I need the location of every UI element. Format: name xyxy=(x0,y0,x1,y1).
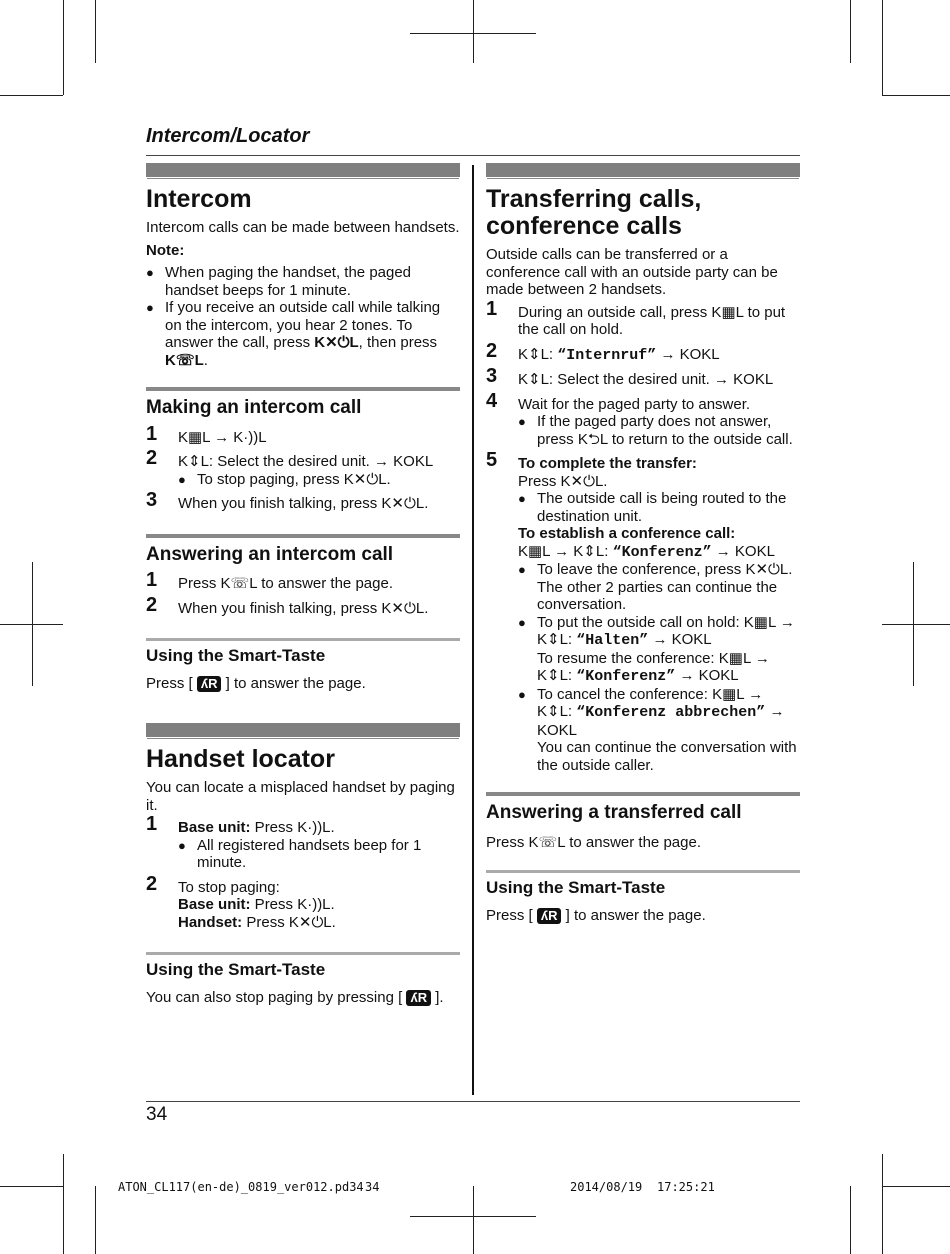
answering-transferred-text: Press K☏L to answer the page. xyxy=(486,833,701,851)
intercom-title: Intercom xyxy=(146,185,252,213)
step: 2 K⇕L: Select the desired unit. → KOKL xyxy=(146,447,434,470)
crop-mark xyxy=(882,95,950,96)
crop-mark xyxy=(882,0,883,95)
page-rule xyxy=(146,1101,800,1102)
step-bullet: ● The outside call is being routed to the destination unit. xyxy=(518,490,800,525)
step: 2 When you finish talking, press K✕⏻L. xyxy=(146,593,429,617)
step: 1 Press K☏L to answer the page. xyxy=(146,569,393,592)
note-item: ● When paging the handset, the paged handset beeps for 1 minute. xyxy=(146,264,460,299)
footer-date: 2014/08/19 xyxy=(570,1180,643,1194)
crop-mark xyxy=(850,1186,851,1254)
transfer-title: Transferring calls, conference calls xyxy=(486,185,702,240)
step-bullet: ● All registered handsets beep for 1 minute. xyxy=(178,837,460,872)
step: 1 K▦L → K·))L xyxy=(146,422,267,446)
crop-mark xyxy=(95,0,96,63)
smart-taste-key-icon: ʎR xyxy=(537,908,562,924)
subsection-rule xyxy=(146,534,460,538)
conference-block: To establish a conference call: K▦L → K⇕L: “Konferenz” → KOKL ● To leave the conference, press K✕⏻L. The other 2 parties can continue the conversation. ● To put the outside call on hold: K▦L → K⇕L: “Halten” → KOKL To resume the conference: K▦L → K⇕L: “Konferenz” → KOKL ● To cancel the conference: K▦L → K⇕L: “Konferenz abbrechen” → KOKL You can continue the conversation with the outside caller. xyxy=(518,525,800,774)
smart-taste-title: Using the Smart-Taste xyxy=(146,960,326,979)
step: 2 K⇕L: “Internruf” → KOKL xyxy=(486,339,720,364)
step: 1 Base unit: Press K·))L. xyxy=(146,813,335,836)
subsection-rule xyxy=(486,870,800,873)
step: 2 To stop paging: Base unit: Press K·))L. Handset: Press K✕⏻L. xyxy=(146,872,336,931)
footer-file-page: 34 xyxy=(365,1180,380,1194)
locator-title: Handset locator xyxy=(146,745,335,773)
crop-mark xyxy=(913,562,914,686)
footer-file: ATON_CL117(en-de)_0819_ver012.pd34 xyxy=(118,1180,364,1194)
subsection-rule xyxy=(146,638,460,641)
crop-mark xyxy=(473,0,474,63)
step: 5 To complete the transfer: Press K✕⏻L. xyxy=(486,449,697,490)
note-item: ● If you receive an outside call while talking on the intercom, you hear 2 tones. To answer the call, press K✕⏻L, then press K☏L. xyxy=(146,299,460,369)
crop-mark xyxy=(882,1186,950,1187)
step: 1 During an outside call, press K▦L to put the call on hold. xyxy=(486,297,786,338)
crop-mark xyxy=(850,0,851,63)
intercom-intro: Intercom calls can be made between handsets. xyxy=(146,219,460,236)
answering-title: Answering an intercom call xyxy=(146,543,394,565)
subsection-rule xyxy=(146,952,460,955)
crop-mark xyxy=(95,1186,96,1254)
conference-bullet: ● To cancel the conference: K▦L → K⇕L: “Konferenz abbrechen” → KOKL You can continue the conversation with the outside caller. xyxy=(518,686,800,775)
conference-bullet: ● To leave the conference, press K✕⏻L. The other 2 parties can continue the conversation. xyxy=(518,561,800,614)
making-title: Making an intercom call xyxy=(146,397,362,418)
step-bullet: ● If the paged party does not answer, press K⮌L to return to the outside call. xyxy=(518,413,800,448)
crop-mark xyxy=(0,95,63,96)
step: 4 Wait for the paged party to answer. xyxy=(486,389,751,413)
locator-intro: You can locate a misplaced handset by paging it. xyxy=(146,779,455,814)
step: 3 K⇕L: Select the desired unit. → KOKL xyxy=(486,365,774,388)
crop-mark xyxy=(63,0,64,95)
column-divider xyxy=(472,165,474,1095)
smart-taste-text: You can also stop paging by pressing [ ʎR ]. xyxy=(146,988,444,1006)
smart-taste-text: Press [ ʎR ] to answer the page. xyxy=(486,906,706,924)
smart-taste-key-icon: ʎR xyxy=(406,990,431,1006)
conference-bullet: ● To put the outside call on hold: K▦L → K⇕L: “Halten” → KOKL To resume the conference: K▦L → K⇕L: “Konferenz” → KOKL xyxy=(518,614,800,686)
smart-taste-text: Press [ ʎR ] to answer the page. xyxy=(146,674,366,692)
section-bar xyxy=(486,163,800,178)
crop-mark xyxy=(63,1154,64,1254)
right-column xyxy=(486,163,800,929)
crop-mark xyxy=(473,1186,474,1254)
section-header: Intercom/Locator xyxy=(146,125,310,147)
subsection-rule xyxy=(486,792,800,796)
step: 3 When you finish talking, press K✕⏻L. xyxy=(146,489,429,512)
footer-time: 17:25:21 xyxy=(657,1180,715,1194)
transfer-intro: Outside calls can be transferred or a conference call with an outside party can be made between 2 handsets. xyxy=(486,246,778,298)
left-column xyxy=(146,163,460,1011)
header-rule xyxy=(146,155,800,156)
smart-taste-key-icon: ʎR xyxy=(197,676,222,692)
crop-mark xyxy=(32,562,33,686)
crop-mark xyxy=(0,1186,63,1187)
note-label: Note: xyxy=(146,241,185,259)
crop-mark xyxy=(882,624,950,625)
smart-taste-title: Using the Smart-Taste xyxy=(486,878,666,897)
subsection-rule xyxy=(146,387,460,391)
section-bar xyxy=(146,163,460,178)
page-number: 34 xyxy=(146,1104,168,1125)
answering-transferred-title: Answering a transferred call xyxy=(486,802,742,823)
crop-mark xyxy=(882,1154,883,1254)
step-bullet: ● To stop paging, press K✕⏻L. xyxy=(178,471,460,489)
smart-taste-title: Using the Smart-Taste xyxy=(146,646,326,665)
section-bar xyxy=(146,723,460,738)
